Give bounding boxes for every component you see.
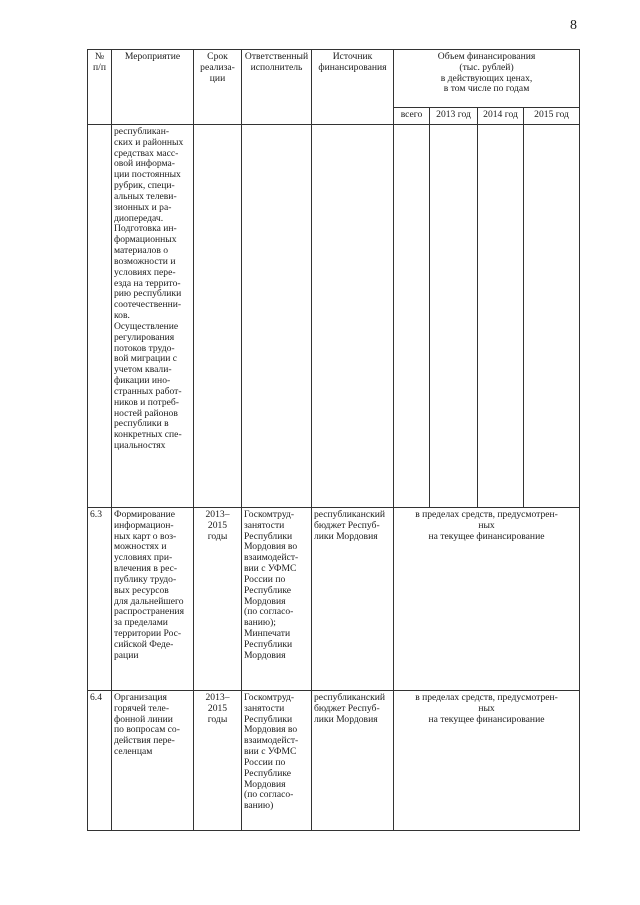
- header-term: Срок реализа- ции: [194, 50, 242, 125]
- row-activity: республикан- ских и районных средствах масс- овой информа- ции постоянных рубрик, специ- альных телеви- зионных и ра- диопередач. Подготовка ин- формационных материалов о возможности и условиях пере- езда на террито- рию республики соотечественни- ков. Осуществление регулирования потоков трудо- вой миграции с учетом квали- фикации ино- странных работ- ников и потреб- ностей районов республики в конкретных спе- циальностях: [112, 125, 194, 508]
- row-financing: в пределах средств, предусмотрен- ных на текущее финансирование: [394, 508, 580, 691]
- row-executor: Госкомтруд- занятости Республики Мордовия во взаимодейст- вии с УФМС России по Республике Мордовия (по согласо- ванию): [242, 691, 312, 831]
- table-row: [88, 125, 580, 508]
- row-2013: [430, 125, 478, 508]
- row-term: 2013– 2015 годы: [194, 691, 242, 831]
- header-2014: 2014 год: [478, 108, 524, 125]
- row-2015: [524, 125, 580, 508]
- row-executor: [242, 125, 312, 508]
- row-term: 2013– 2015 годы: [194, 508, 242, 691]
- table-row: [88, 508, 580, 691]
- program-activities-table: [87, 49, 580, 831]
- row-term: [194, 125, 242, 508]
- row-source: республиканский бюджет Респуб- лики Мордовия: [312, 691, 394, 831]
- header-2013: 2013 год: [430, 108, 478, 125]
- row-num: [88, 125, 112, 508]
- row-activity: Формирование информацион- ных карт о воз- можностях и условиях при- влечения в рес- публику трудо- вых ресурсов для дальнейшего распространения за пределами территории Рос- сийской Феде- рации: [112, 508, 194, 691]
- row-financing: в пределах средств, предусмотрен- ных на текущее финансирование: [394, 691, 580, 831]
- page-number: 8: [570, 18, 577, 33]
- row-total: [394, 125, 430, 508]
- row-source: республиканский бюджет Респуб- лики Мордовия: [312, 508, 394, 691]
- row-executor: Госкомтруд- занятости Республики Мордовия во взаимодейст- вии с УФМС России по Республике Мордовия (по согласо- ванию); Минпечати Республики Мордовия: [242, 508, 312, 691]
- header-num: № п/п: [88, 50, 112, 125]
- header-activity: Мероприятие: [112, 50, 194, 125]
- table-row: [88, 691, 580, 831]
- header-executor: Ответственный исполнитель: [242, 50, 312, 125]
- row-2014: [478, 125, 524, 508]
- row-num: 6.3: [88, 508, 112, 691]
- header-source: Источник финансирования: [312, 50, 394, 125]
- header-financing: Объем финансирования (тыс. рублей) в действующих ценах, в том числе по годам: [394, 50, 580, 108]
- header-2015: 2015 год: [524, 108, 580, 125]
- row-source: [312, 125, 394, 508]
- row-activity: Организация горячей теле- фонной линии по вопросам со- действия пере- селенцам: [112, 691, 194, 831]
- header-total: всего: [394, 108, 430, 125]
- row-num: 6.4: [88, 691, 112, 831]
